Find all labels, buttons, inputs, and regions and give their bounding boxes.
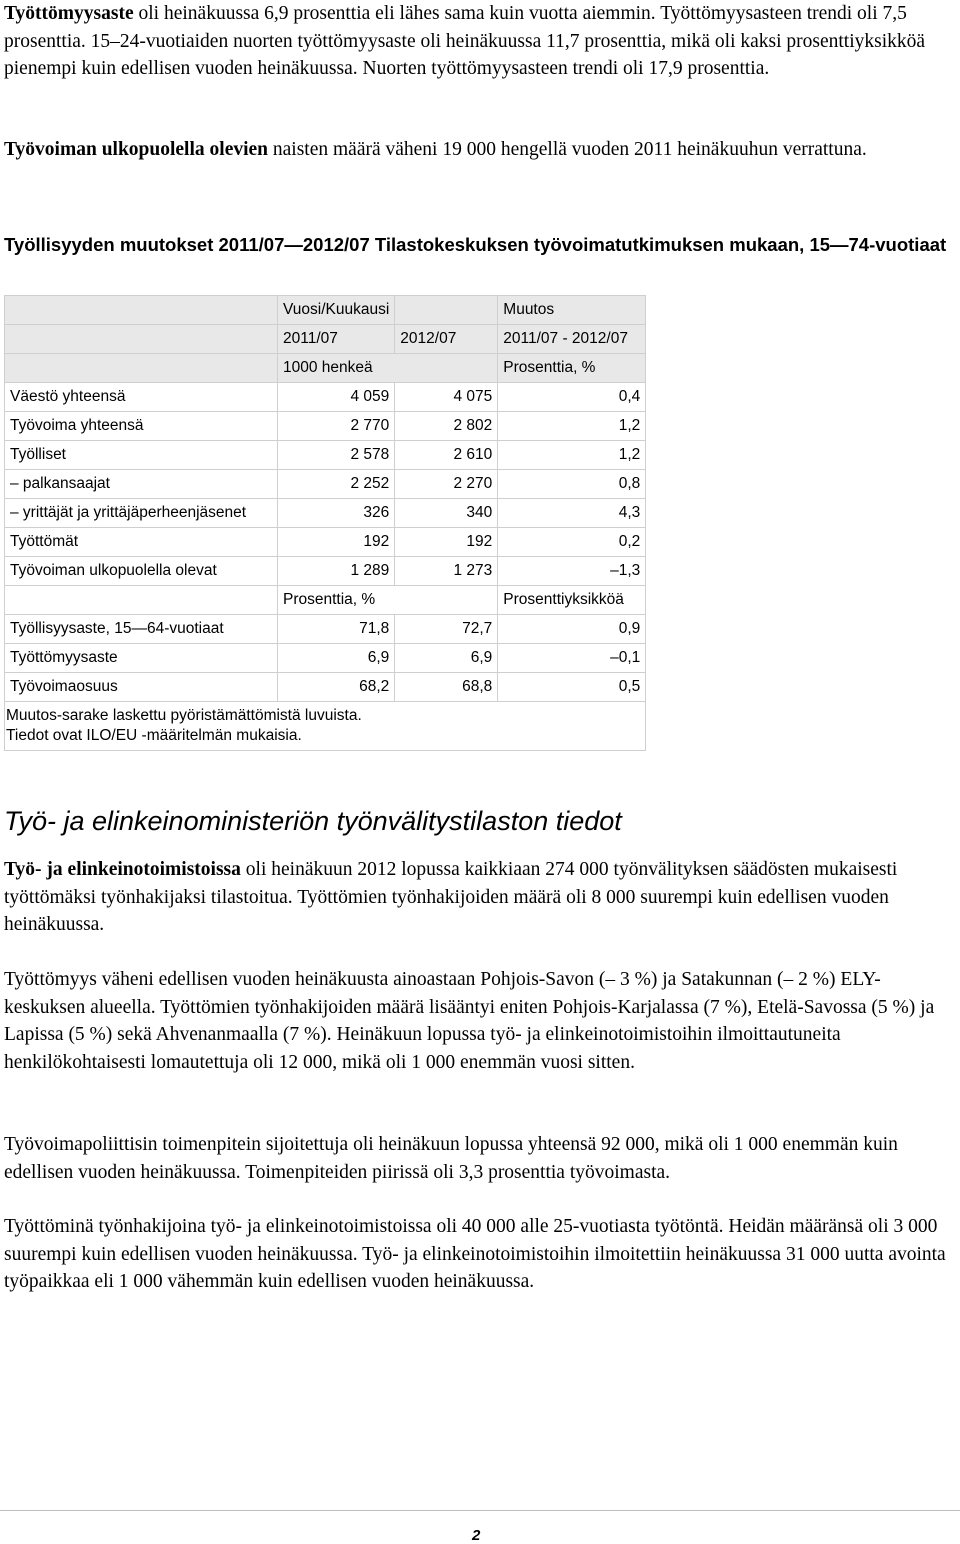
table-note-row <box>5 702 646 751</box>
table-row <box>5 470 646 499</box>
paragraph-measures: Työvoimapoliittisin toimenpitein sijoitettuja oli heinäkuun lopussa yhteensä 92 000, mikä oli 1 000 enemmän kuin edellisen vuoden heinäkuussa. Toimenpiteiden piirissä oli 3,3 prosenttia työvoimasta. <box>4 1134 898 1183</box>
cell-change: –1,3 <box>498 557 646 586</box>
table-note: Tiedot ovat ILO/EU -määritelmän mukaisia. <box>6 727 302 744</box>
cell-change: 1,2 <box>498 441 646 470</box>
cell-2011: 71,8 <box>278 615 395 644</box>
row-label: Työttömyysaste <box>5 644 278 673</box>
table-header-row <box>5 296 646 325</box>
table-row <box>5 412 646 441</box>
row-label: Työvoima yhteensä <box>5 412 278 441</box>
row-label: Työttömät <box>5 528 278 557</box>
header-empty-cell <box>5 296 278 325</box>
header-group-change: Muutos <box>498 296 646 325</box>
cell-2011: 2 252 <box>278 470 395 499</box>
header-col-2011: 2011/07 <box>278 325 395 354</box>
row-label: Väestö yhteensä <box>5 383 278 412</box>
cell-2011: 68,2 <box>278 673 395 702</box>
table-notes <box>5 702 646 751</box>
paragraph-unemployment-rate <box>4 0 958 83</box>
table-header-row <box>5 325 646 354</box>
cell-change: 1,2 <box>498 412 646 441</box>
row-label: – yrittäjät ja yrittäjäperheenjäsenet <box>5 499 278 528</box>
cell-change: 0,9 <box>498 615 646 644</box>
header-group-period: Vuosi/Kuukausi <box>278 296 395 325</box>
table-row <box>5 383 646 412</box>
section-heading: Työ- ja elinkeinoministeriön työnvälitystilaston tiedot <box>4 806 622 836</box>
header-empty-cell <box>5 586 278 615</box>
cell-2011: 1 289 <box>278 557 395 586</box>
cell-2011: 6,9 <box>278 644 395 673</box>
table-row <box>5 615 646 644</box>
cell-2012: 4 075 <box>395 383 498 412</box>
cell-2011: 192 <box>278 528 395 557</box>
table-row <box>5 499 646 528</box>
cell-2012: 6,9 <box>395 644 498 673</box>
footer-divider <box>0 1510 960 1511</box>
header-empty-cell <box>5 354 278 383</box>
cell-change: 0,8 <box>498 470 646 499</box>
table-row <box>5 441 646 470</box>
cell-2012: 1 273 <box>395 557 498 586</box>
paragraph-youth: Työttöminä työnhakijoina työ- ja elinkeinotoimistoissa oli 40 000 alle 25-vuotiasta työtöntä. Heidän määränsä oli 3 000 suurempi kuin edellisen vuoden heinäkuussa. Työ- ja elinkeinotoimistoihin ilmoitettiin heinäkuussa 31 000 uutta avointa työpaikkaa eli 1 000 vähemmän kuin edellisen vuoden heinäkuussa. <box>4 1216 946 1292</box>
paragraph-lead: Työttömyysaste <box>4 3 134 24</box>
paragraph-text: oli heinäkuun 2012 lopussa kaikkiaan 274 000 työnvälityksen säädösten mukaisesti työttömäksi työnhakijaksi tilastoitua. Työttömien työnhakijoiden määrä oli 8 000 suurempi kuin edellisen vuoden heinäkuussa. <box>4 859 898 935</box>
header-unit-persons: 1000 henkeä <box>278 354 498 383</box>
header-col-change: 2011/07 - 2012/07 <box>498 325 646 354</box>
subheader-unit-points: Prosenttiyksikköä <box>498 586 646 615</box>
paragraph-lead: Työ- ja elinkeinotoimistoissa <box>4 859 241 880</box>
cell-2012: 72,7 <box>395 615 498 644</box>
cell-2011: 326 <box>278 499 395 528</box>
cell-2012: 68,8 <box>395 673 498 702</box>
paragraph-job-seekers <box>4 856 958 939</box>
paragraph-text: naisten määrä väheni 19 000 hengellä vuoden 2011 heinäkuuhun verrattuna. <box>268 139 867 160</box>
header-unit-percent: Prosenttia, % <box>498 354 646 383</box>
page-number: 2 <box>472 1527 481 1544</box>
table-row <box>5 557 646 586</box>
cell-2012: 192 <box>395 528 498 557</box>
paragraph-lead: Työvoiman ulkopuolella olevien <box>4 139 269 160</box>
cell-2011: 2 770 <box>278 412 395 441</box>
header-empty-cell <box>5 325 278 354</box>
table-subheader-row <box>5 586 646 615</box>
row-label: Työllisyysaste, 15—64-vuotiaat <box>5 615 278 644</box>
header-empty-cell <box>395 296 498 325</box>
table-note: Muutos-sarake laskettu pyöristämättömistä luvuista. <box>6 707 362 724</box>
paragraph-outside-labour-force <box>4 136 958 164</box>
row-label: Työvoimaosuus <box>5 673 278 702</box>
table-header-row <box>5 354 646 383</box>
table-row <box>5 644 646 673</box>
row-label: Työlliset <box>5 441 278 470</box>
cell-change: 4,3 <box>498 499 646 528</box>
cell-change: 0,2 <box>498 528 646 557</box>
table-row <box>5 528 646 557</box>
cell-2012: 340 <box>395 499 498 528</box>
cell-2012: 2 270 <box>395 470 498 499</box>
employment-changes-table <box>4 295 646 751</box>
cell-change: –0,1 <box>498 644 646 673</box>
table-row <box>5 673 646 702</box>
paragraph-text: oli heinäkuussa 6,9 prosenttia eli lähes sama kuin vuotta aiemmin. Työttömyysasteen trendi oli 7,5 prosenttia. 15–24-vuotiaiden nuorten työttömyysaste oli heinäkuussa 11,7 prosenttia, mikä oli kaksi prosenttiyksikköä pienempi kuin edellisen vuoden heinäkuussa. Nuorten työttömyysasteen trendi oli 17,9 prosenttia. <box>4 3 926 79</box>
cell-2011: 2 578 <box>278 441 395 470</box>
cell-change: 0,5 <box>498 673 646 702</box>
subheader-unit-percent: Prosenttia, % <box>278 586 498 615</box>
table-title: Työllisyyden muutokset 2011/07—2012/07 Tilastokeskuksen työvoimatutkimuksen mukaan, 15—74-vuotiaat <box>4 234 947 255</box>
cell-2011: 4 059 <box>278 383 395 412</box>
paragraph-regional: Työttömyys väheni edellisen vuoden heinäkuusta ainoastaan Pohjois-Savon (– 3 %) ja Satakunnan (– 2 %) ELY-keskuksen alueella. Työttömien työnhakijoiden määrä lisääntyi eniten Pohjois-Karjalassa (7 %), Etelä-Savossa (5 %) ja Lapissa (5 %) sekä Ahvenanmaalla (7 %). Heinäkuun lopussa työ- ja elinkeinotoimistoihin ilmoittautuneita henkilökohtaisesti lomautettuja oli 12 000, mikä oli 1 000 enemmän vuosi sitten. <box>4 969 935 1073</box>
row-label: Työvoiman ulkopuolella olevat <box>5 557 278 586</box>
cell-change: 0,4 <box>498 383 646 412</box>
cell-2012: 2 802 <box>395 412 498 441</box>
cell-2012: 2 610 <box>395 441 498 470</box>
header-col-2012: 2012/07 <box>395 325 498 354</box>
row-label: – palkansaajat <box>5 470 278 499</box>
